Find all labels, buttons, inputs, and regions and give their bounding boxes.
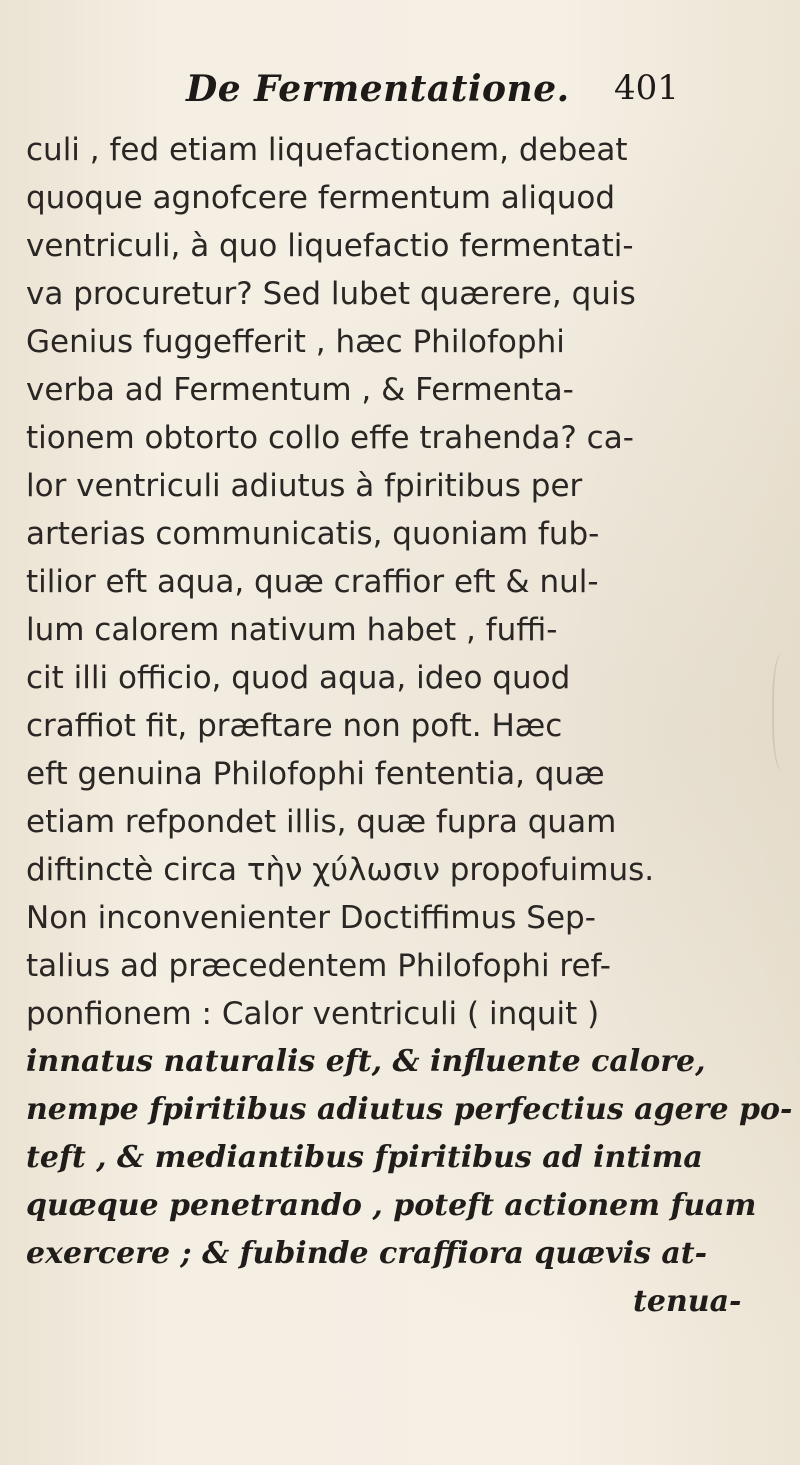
text-line-italic: exercere ; & fubinde craffiora quævis at- [26, 1236, 708, 1271]
text-line-italic: quæque penetrando , poteft actionem fuam [26, 1188, 757, 1223]
text-line: lor ventriculi adiutus à fpiritibus per [26, 468, 583, 504]
text-line: cit illi officio, quod aqua, ideo quod [26, 660, 571, 696]
page-shadow-mark [772, 652, 798, 772]
text-line: Genius fuggefferit , hæc Philofophi [26, 324, 565, 360]
page-number: 401 [614, 68, 679, 108]
text-line: lum calorem nativum habet , fuffi- [26, 612, 558, 648]
text-line: tilior eft aqua, quæ craffior eft & nul- [26, 564, 599, 600]
catchword: tenua- [633, 1284, 742, 1319]
text-line: eft genuina Philofophi fententia, quæ [26, 756, 605, 792]
text-line: Non inconvenienter Doctiffimus Sep- [26, 900, 596, 936]
text-line: etiam refpondet illis, quæ fupra quam [26, 804, 617, 840]
text-line: talius ad præcedentem Philofophi ref- [26, 948, 611, 984]
text-line: quoque agnofcere fermentum aliquod [26, 180, 615, 216]
text-line: diftinctè circa τὴν χύλωσιν propofuimus. [26, 852, 655, 888]
text-line: craffiot fit, præftare non poft. Hæc [26, 708, 563, 744]
text-line-italic: innatus naturalis eft, & influente calore, [26, 1044, 706, 1079]
text-line-italic: nempe fpiritibus adiutus perfectius agere po- [26, 1092, 793, 1127]
page-header [0, 68, 800, 108]
text-line: va procuretur? Sed lubet quærere, quis [26, 276, 636, 312]
running-head: De Fermentatione. [186, 68, 570, 110]
text-line: ponfionem : Calor ventriculi ( inquit ) [26, 996, 600, 1032]
text-line: culi , fed etiam liquefactionem, debeat [26, 132, 628, 168]
text-line-italic: teft , & mediantibus fpiritibus ad intima [26, 1140, 703, 1175]
text-line: tionem obtorto collo effe trahenda? ca- [26, 420, 634, 456]
text-line: ventriculi, à quo liquefactio fermentati- [26, 228, 634, 264]
text-line: arterias communicatis, quoniam fub- [26, 516, 600, 552]
text-line: verba ad Fermentum , & Fermenta- [26, 372, 574, 408]
